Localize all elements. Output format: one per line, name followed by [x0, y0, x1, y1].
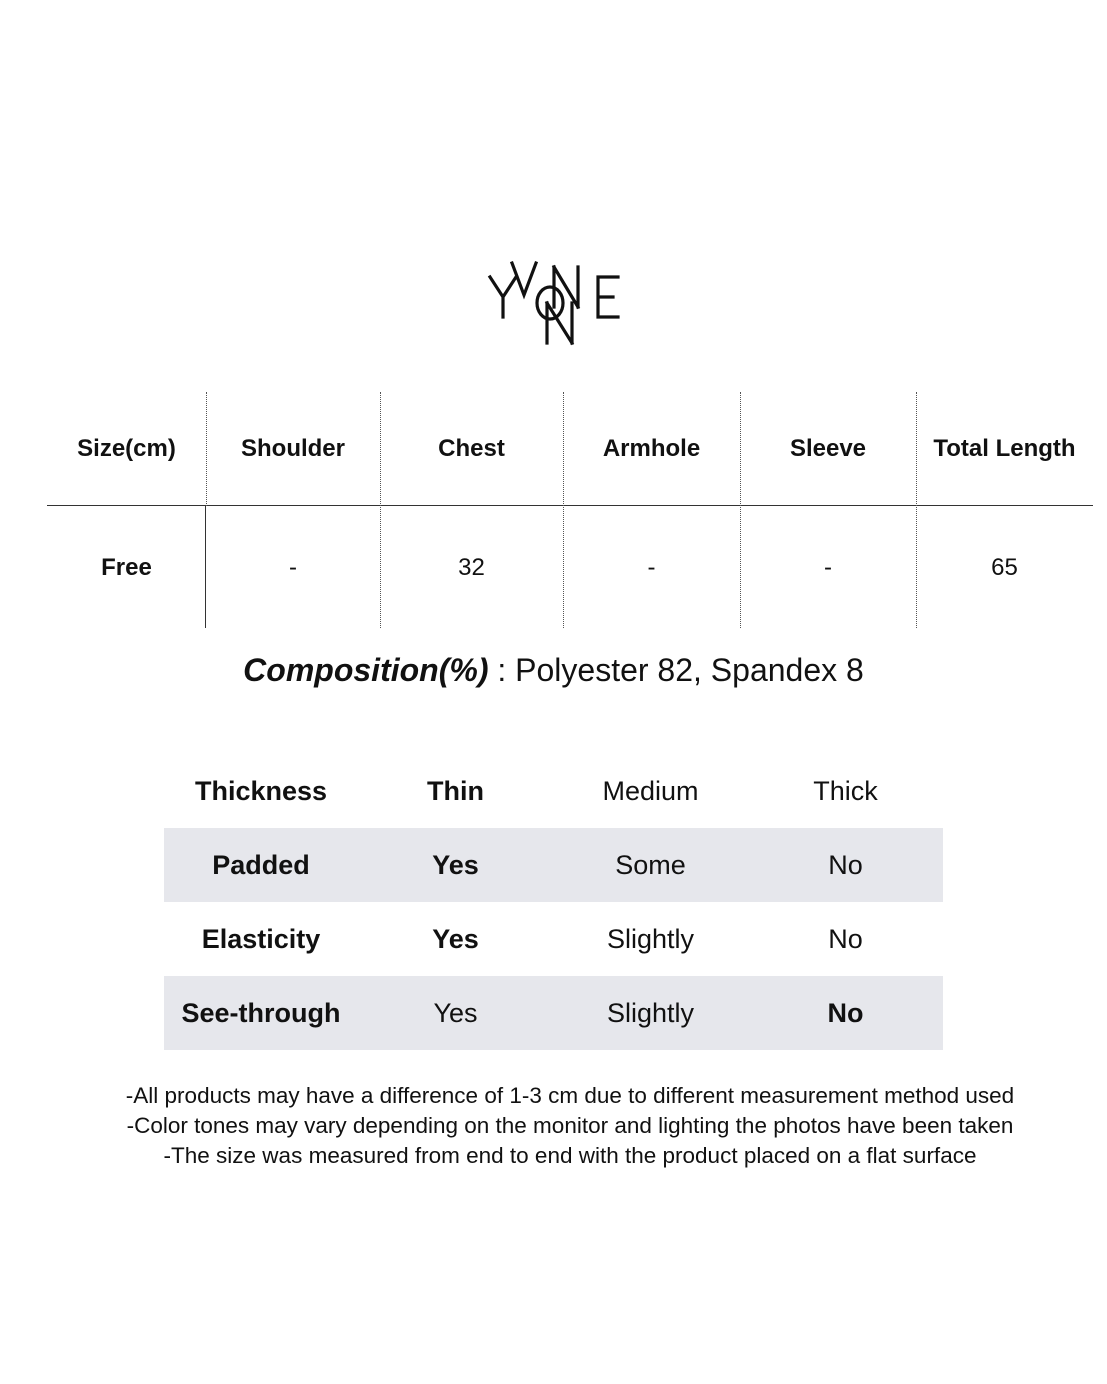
fabric-option: Yes [433, 997, 478, 1028]
fabric-option: No [828, 849, 863, 880]
fabric-row-elasticity [164, 902, 943, 976]
fabric-option: No [828, 923, 863, 954]
header-chest: Chest [438, 435, 505, 462]
fabric-option: Medium [602, 775, 699, 806]
fabric-option-selected: Yes [432, 923, 479, 954]
fabric-row-see-through [164, 976, 943, 1050]
size-table [47, 392, 1093, 628]
size-table-header-row [47, 392, 1093, 506]
value-shoulder: - [289, 553, 297, 581]
fabric-row-padded [164, 828, 943, 902]
fabric-label: Padded [212, 849, 310, 880]
fabric-option: Slightly [606, 997, 695, 1028]
header-armhole: Armhole [602, 435, 701, 462]
value-total-length: 65 [991, 553, 1018, 581]
value-armhole: - [647, 553, 656, 581]
composition-value: Polyester 82, Spandex 8 [515, 652, 864, 688]
header-divider [47, 505, 1093, 506]
column-divider [740, 392, 741, 628]
fabric-label: Elasticity [201, 923, 321, 954]
header-total-length: Total Length [933, 435, 1076, 462]
fabric-option: Thick [813, 775, 878, 806]
fabric-option-selected: Thin [427, 775, 484, 806]
header-sleeve: Sleeve [789, 435, 867, 462]
header-size: Size(cm) [77, 435, 176, 462]
fabric-label: Thickness [194, 775, 328, 806]
fabric-option: Slightly [606, 923, 695, 954]
fabric-properties-table [164, 754, 943, 1050]
fabric-label: See-through [181, 997, 341, 1028]
fabric-option: Some [615, 849, 686, 880]
note-line: -All products may have a difference of 1-3 cm due to different measurement method used [125, 1083, 1015, 1108]
fabric-row-thickness [164, 754, 943, 828]
column-divider [206, 392, 207, 506]
note-line: -The size was measured from end to end with the product placed on a flat surface [163, 1143, 977, 1168]
fabric-option-selected: No [827, 997, 864, 1028]
header-shoulder: Shoulder [240, 435, 345, 462]
composition-line [0, 652, 1107, 689]
column-divider [205, 506, 206, 628]
brand-logo [480, 255, 630, 350]
value-sleeve: - [824, 553, 832, 581]
disclaimer-notes [0, 1081, 1107, 1171]
brand-logo-mark [480, 255, 630, 350]
value-chest: 32 [458, 553, 485, 581]
composition-separator: : [488, 652, 516, 688]
column-divider [916, 392, 917, 628]
column-divider [563, 392, 564, 628]
column-divider [380, 392, 381, 628]
note-line: -Color tones may vary depending on the monitor and lighting the photos have been taken [126, 1113, 1014, 1138]
composition-label: Composition(%) [243, 652, 489, 688]
size-label-free: Free [101, 553, 152, 581]
size-table-row-free [47, 507, 1093, 628]
fabric-option-selected: Yes [432, 849, 479, 880]
